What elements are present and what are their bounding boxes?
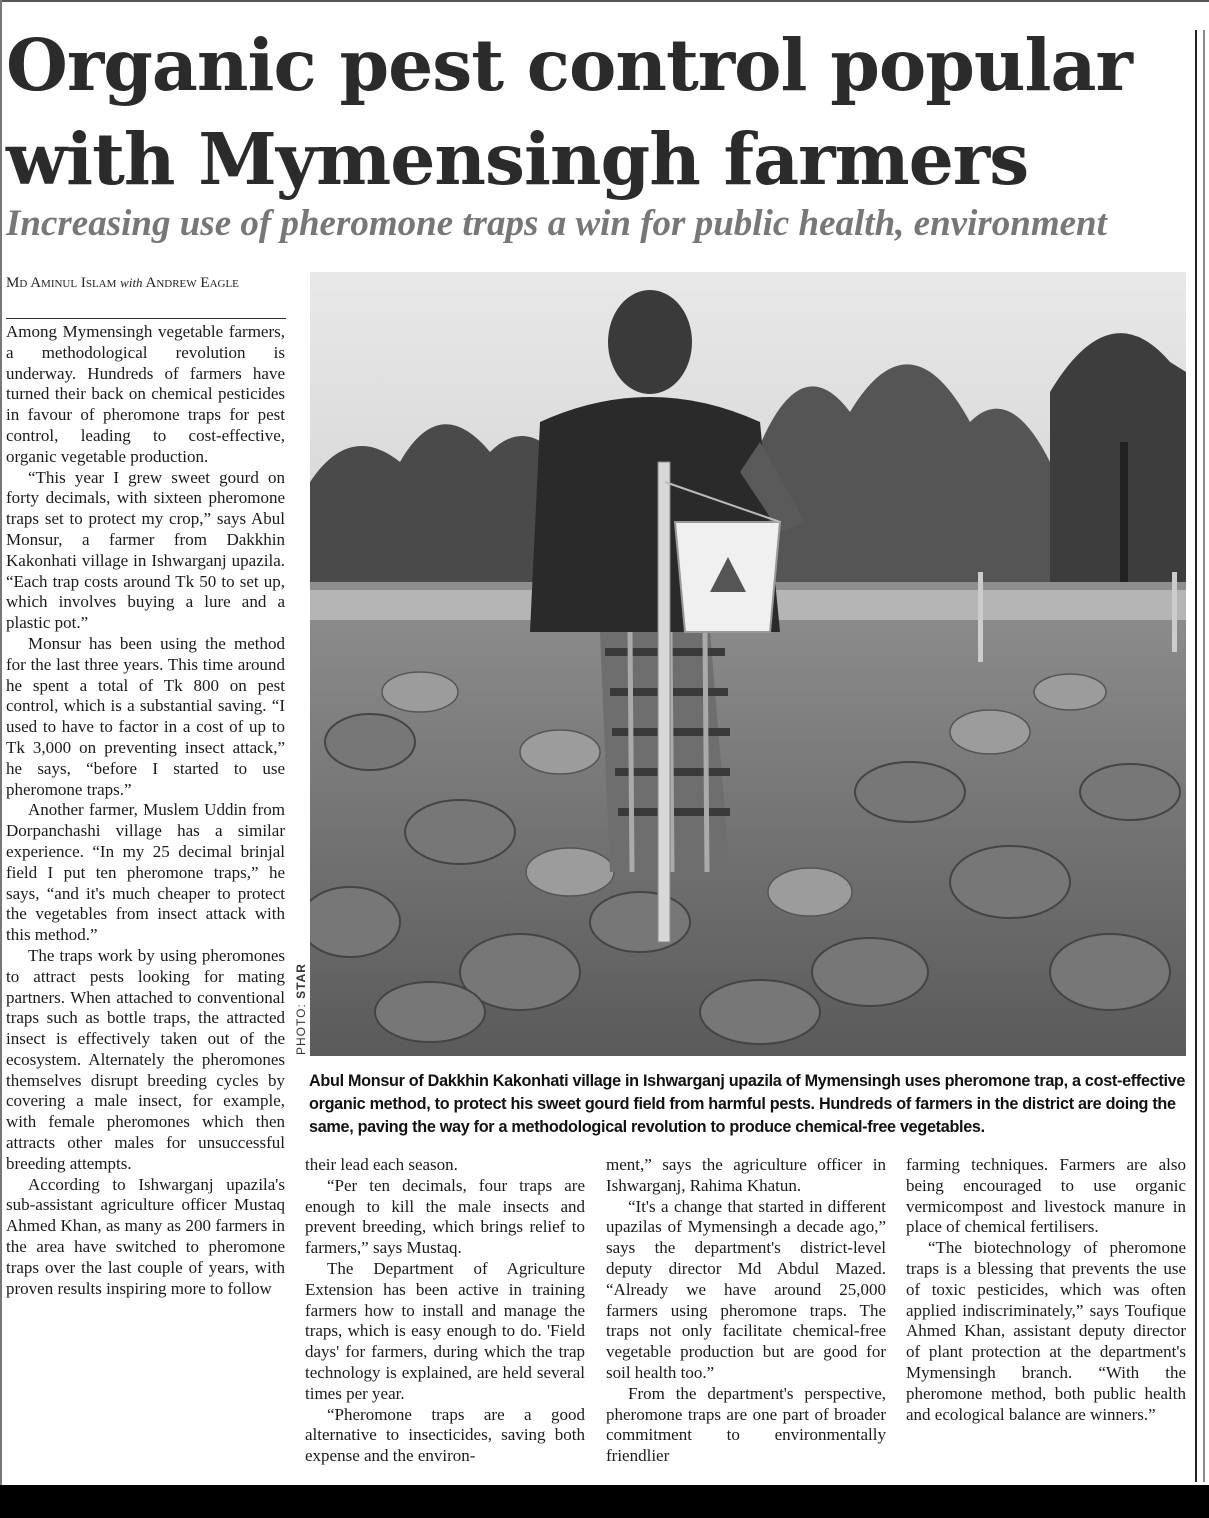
top-rule xyxy=(0,0,1209,2)
article-column-2 xyxy=(305,1155,585,1467)
photo-credit-label: PHOTO: xyxy=(294,1003,308,1055)
photo-credit-source: STAR xyxy=(294,963,308,999)
paragraph: The Department of Agriculture Extension has been active in training farmers how to install and manage the traps, which is easy enough to do. 'Field days' for farmers, during which the trap technology is explained, are held several times per year. xyxy=(305,1258,585,1403)
byline xyxy=(6,274,286,292)
paragraph: “It's a change that started in different upazilas of Mymensingh a decade ago,” says the department's district-level deputy director Md Abdul Mazed. “Already we have around 25,000 farmers using pheromone traps. The traps not only facilitate chemical-free vegetable production but are good for soil health too.” xyxy=(606,1196,886,1382)
photo-credit xyxy=(294,963,308,1055)
left-margin-rule xyxy=(0,0,2,1485)
paragraph: Another farmer, Muslem Uddin from Dorpanchashi village has a similar experience. “In my 25 decimal brinjal field I put ten pheromone traps,” he says, “and it's much cheaper to protect the vegetables from insect attack with this method.” xyxy=(6,800,285,945)
headline: Organic pest control popular with Mymensingh farmers xyxy=(6,23,1132,201)
paragraph: “This year I grew sweet gourd on forty decimals, with sixteen pheromone traps set to protect my crop,” says Abul Monsur, a farmer from Dakkhin Kakonhati village in Ishwarganj upazila. “Each trap costs around Tk 50 to set up, which involves buying a lure and a plastic pot.” xyxy=(6,467,285,633)
paragraph: From the department's perspective, pheromone traps are one part of broader commitment to environmentally friendlier xyxy=(606,1383,886,1466)
paragraph: According to Ishwarganj upazila's sub-assistant agriculture officer Mustaq Ahmed Khan, as many as 200 farmers in the area have switched to pheromone traps over the last couple of years, with proven results inspiring more to follow xyxy=(6,1174,285,1298)
byline-with: with xyxy=(120,275,143,290)
author-secondary: Andrew Eagle xyxy=(145,275,239,291)
subheadline: Increasing use of pheromone traps a win for public health, environment xyxy=(6,203,1107,244)
paragraph: their lead each season. xyxy=(305,1155,458,1174)
article-column-3 xyxy=(606,1155,886,1467)
paragraph: The traps work by using pheromones to attract pests looking for mating partners. When attached to conventional traps such as bottle traps, the attracted insect is effectively taken out of the ecosystem. Alternately the pheromones themselves disrupt breeding cycles by covering a male insect, for example, with female pheromones which then attracts other males for unsuccessful breeding attempts. xyxy=(6,945,285,1173)
farmer-photo-illustration xyxy=(310,272,1186,1056)
bottom-border-bar xyxy=(0,1485,1209,1518)
article-column-4 xyxy=(906,1155,1186,1425)
paragraph: farming techniques. Farmers are also being encouraged to use organic vermicompost and livestock manure in place of chemical fertilisers. xyxy=(906,1155,1186,1237)
right-column-rule-secondary xyxy=(1203,30,1205,1482)
right-column-rule xyxy=(1195,30,1197,1482)
byline-rule xyxy=(6,318,286,319)
article-photo xyxy=(310,272,1186,1056)
photo-caption: Abul Monsur of Dakkhin Kakonhati village in Ishwarganj upazila of Mymensingh uses pheromone trap, a cost-effective organic method, to protect his sweet gourd field from harmful pests. Hundreds of farmers in the district are doing the same, paving the way for a methodological revolution to produce chemical-free vegetables. xyxy=(309,1072,1186,1136)
paragraph: Among Mymensingh vegetable farmers, a methodological revolution is underway. Hundreds of farmers have turned their back on chemical pesticides in favour of pheromone traps for pest control, leading to cost-effective, organic vegetable production. xyxy=(6,322,285,466)
author-primary: Md Aminul Islam xyxy=(6,275,117,291)
paragraph: “Pheromone traps are a good alternative to insecticides, saving both expense and the environ- xyxy=(305,1404,585,1466)
paragraph: ment,” says the agriculture officer in Ishwarganj, Rahima Khatun. xyxy=(606,1155,886,1195)
paragraph: “The biotechnology of pheromone traps is a blessing that prevents the use of toxic pesticides, which was often applied indiscriminately,” says Toufique Ahmed Khan, assistant deputy director of plant protection at the department's Mymensingh branch. “With the pheromone method, both public health and ecological balance are winners.” xyxy=(906,1238,1186,1424)
paragraph: Monsur has been using the method for the last three years. This time around he spent a total of Tk 800 on pest control, which is a substantial saving. “I used to have to factor in a cost of up to Tk 3,000 on preventing insect attack,” he says, “before I started to use pheromone traps.” xyxy=(6,633,285,799)
paragraph: “Per ten decimals, four traps are enough to kill the male insects and prevent breeding, which brings relief to farmers,” says Mustaq. xyxy=(305,1175,585,1258)
article-column-1 xyxy=(6,322,285,1299)
